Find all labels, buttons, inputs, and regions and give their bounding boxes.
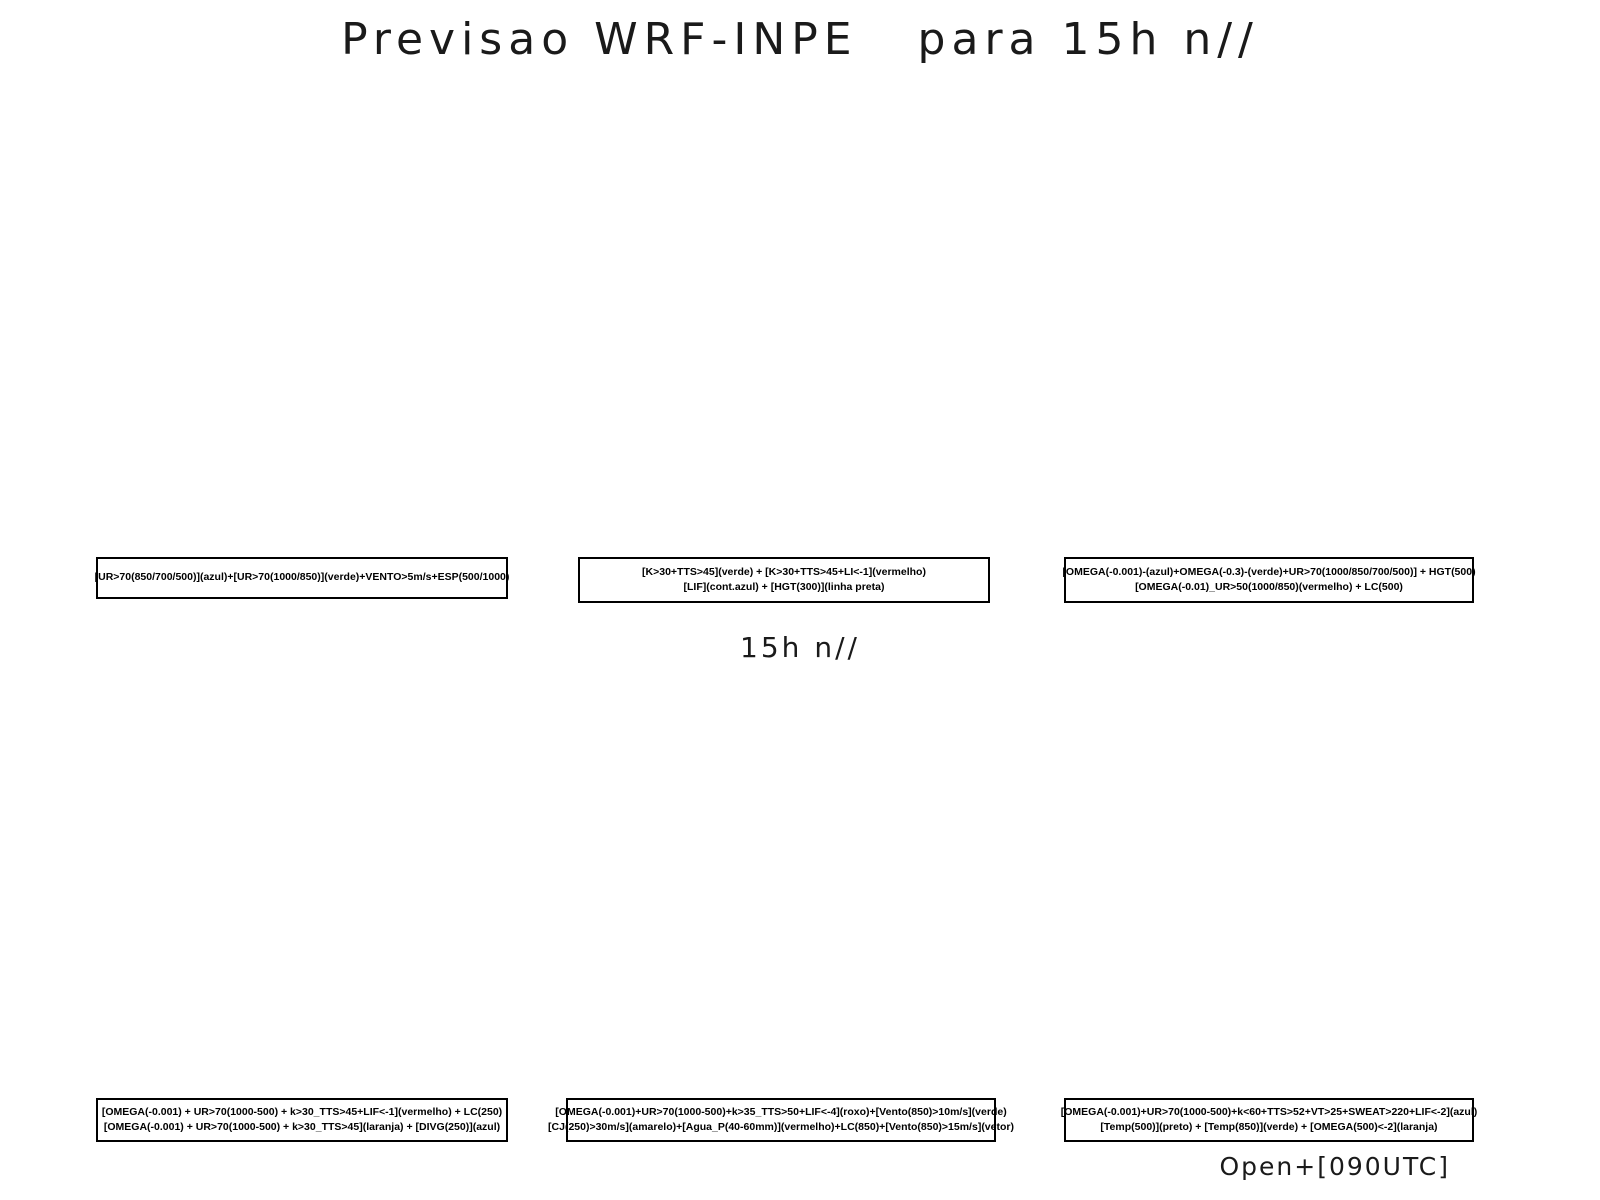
legend-box-bottom-left bbox=[96, 1098, 508, 1142]
legend-line: [LIF](cont.azul) + [HGT(300)](linha preta) bbox=[683, 581, 885, 593]
legend-line: [Temp(500)](preto) + [Temp(850)](verde) + [OMEGA(500)<-2](laranja) bbox=[1100, 1121, 1438, 1133]
legend-line: [OMEGA(-0.001)+UR>70(1000-500)+k<60+TTS>52+VT>25+SWEAT>220+LIF<-2](azul) bbox=[1060, 1105, 1478, 1118]
legend-line: [OMEGA(-0.01)_UR>50(1000/850)(vermelho) + LC(500) bbox=[1135, 581, 1403, 593]
legend-box-bottom-right bbox=[1060, 1098, 1478, 1142]
page-title: Previsao WRF-INPE para 15h n// bbox=[341, 14, 1259, 65]
footer-note: Open+[090UTC] bbox=[1219, 1152, 1450, 1181]
legend-box-top-left bbox=[96, 557, 508, 599]
legend-line: [OMEGA(-0.001)+UR>70(1000-500)+k>35_TTS>50+LIF<-4](roxo)+[Vento(850)>10m/s](verde) bbox=[555, 1105, 1007, 1118]
legend-line: [OMEGA(-0.001) + UR>70(1000-500) + k>30_TTS>45+LIF<-1](vermelho) + LC(250) bbox=[101, 1105, 503, 1118]
legend-box-top-center bbox=[578, 557, 990, 603]
legend-box-top-right bbox=[1064, 557, 1474, 603]
legend-line: [OMEGA(-0.001) + UR>70(1000-500) + k>30_TTS>45](laranja) + [DIVG(250)](azul) bbox=[103, 1121, 501, 1133]
legend-line: [UR>70(850/700/500)](azul)+[UR>70(1000/850)](verde)+VENTO>5m/s+ESP(500/1000) bbox=[94, 571, 510, 584]
legend-line: [OMEGA(-0.001)-(azul)+OMEGA(-0.3)-(verde)+UR>70(1000/850/700/500)] + HGT(500) bbox=[1062, 565, 1476, 578]
legend-line: [CJ(250)>30m/s](amarelo)+[Agua_P(40-60mm)](vermelho)+LC(850)+[Vento(850)>15m/s](vetor) bbox=[548, 1121, 1014, 1133]
legend-box-bottom-center bbox=[548, 1098, 1014, 1142]
legend-line: [K>30+TTS>45](verde) + [K>30+TTS>45+LI<-1](vermelho) bbox=[642, 565, 926, 578]
middle-subtitle: 15h n// bbox=[740, 631, 860, 664]
